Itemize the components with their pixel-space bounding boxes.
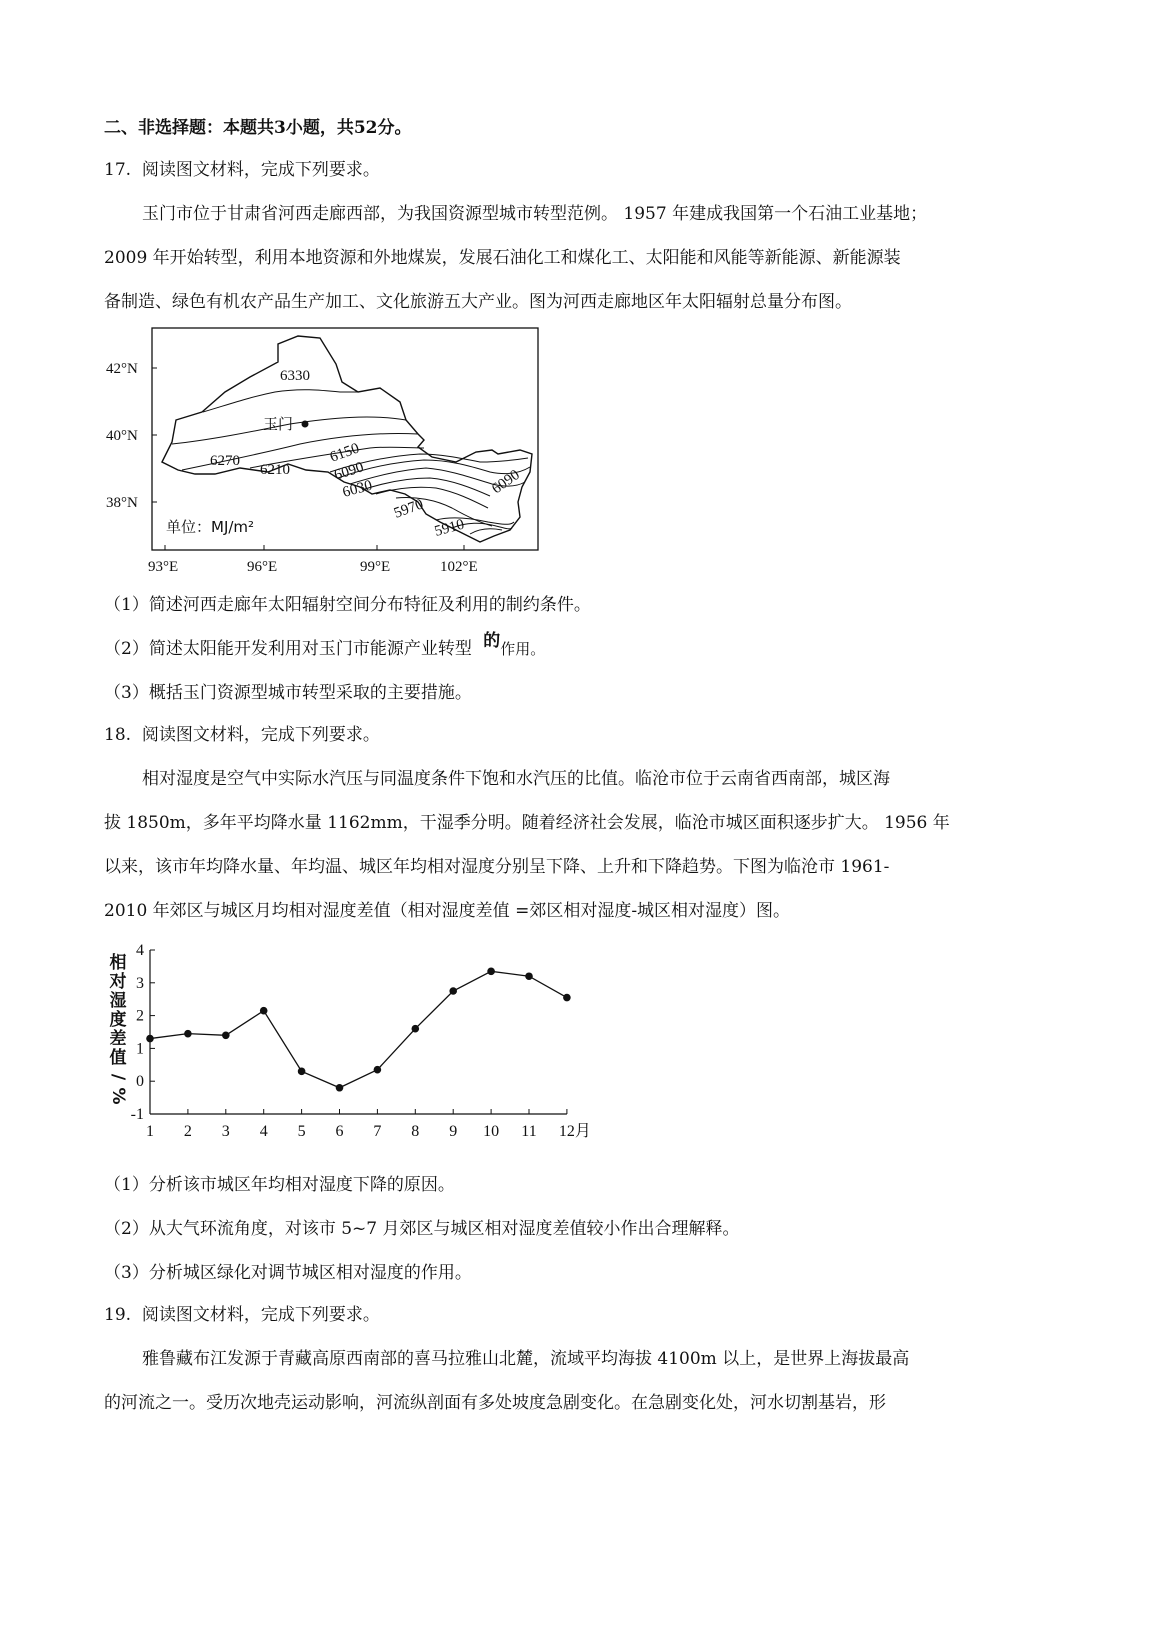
y-tick-label: 1	[136, 1040, 144, 1058]
x-tick-label: 5	[297, 1123, 306, 1140]
x-tick-label: 11	[521, 1123, 537, 1140]
q17-question-2	[104, 631, 546, 659]
data-point	[412, 1025, 420, 1033]
x-tick-label: 9	[449, 1123, 458, 1140]
lon-label-99: 99°E	[360, 559, 391, 575]
q19-para-line-2: 的河流之一。受历次地壳运动影响，河流纵剖面有多处坡度急剧变化。在急剧变化处，河水切割基岩，形	[104, 1393, 886, 1413]
data-point	[260, 1007, 268, 1015]
yumen-city-label: 玉门	[263, 415, 294, 433]
x-tick-label: 12月	[558, 1123, 591, 1140]
x-tick-label: 7	[373, 1123, 382, 1140]
x-tick-label: 6	[335, 1123, 344, 1140]
y-tick-label: 3	[136, 974, 144, 992]
data-point	[487, 968, 495, 976]
data-point	[146, 1035, 154, 1043]
q19-prompt: 阅读图文材料，完成下列要求。	[141, 1305, 380, 1325]
q18-para-line-2: 拔 1850m，多年平均降水量 1162mm，干湿季分明。随着经济社会发展，临沧市城区面积逐步扩大。 1956 年	[104, 813, 950, 833]
data-point	[336, 1084, 344, 1092]
lon-label-96: 96°E	[247, 559, 278, 575]
hexi-corridor-outline	[162, 336, 532, 542]
data-point	[449, 987, 457, 995]
q17-number: 17.	[104, 160, 132, 180]
chart-y-ticks	[131, 942, 155, 1123]
y-axis-label-char: 对	[109, 972, 127, 992]
y-axis-label-char: 湿	[109, 991, 127, 1011]
isoline-label-6330: 6330	[280, 368, 310, 384]
isoline-label-6210: 6210	[260, 462, 290, 478]
lat-label-42: 42°N	[106, 361, 138, 377]
q18-number: 18.	[104, 725, 132, 745]
series-line	[150, 971, 567, 1087]
q17-prompt: 阅读图文材料，完成下列要求。	[141, 160, 380, 180]
y-axis-label-char: /	[108, 1073, 128, 1081]
q17-question-2-de: 的	[483, 631, 501, 651]
map-unit-label: 单位：MJ/m²	[166, 518, 255, 536]
y-axis-label-char: 度	[109, 1010, 127, 1030]
x-tick-label: 4	[259, 1123, 268, 1140]
data-point	[298, 1068, 306, 1076]
q18-para-line-3: 以来，该市年均降水量、年均温、城区年均相对湿度分别呈下降、上升和下降趋势。下图为临沧市 1961-	[104, 857, 890, 877]
q18-question-3: （3）分析城区绿化对调节城区相对湿度的作用。	[104, 1263, 472, 1283]
y-axis-label-char: 值	[109, 1048, 127, 1068]
y-tick-label: -1	[130, 1106, 144, 1123]
y-tick-label: 2	[136, 1007, 144, 1025]
isoline-label-5910: 5910	[432, 516, 467, 540]
isoline-label-6270: 6270	[210, 453, 240, 469]
chart-axes	[150, 950, 567, 1114]
data-point	[525, 972, 533, 980]
chart-ylabel	[108, 952, 128, 1105]
y-axis-label-char: %	[108, 1087, 128, 1105]
q17-question-1: （1）简述河西走廊年太阳辐射空间分布特征及利用的制约条件。	[104, 595, 591, 615]
x-tick-label: 2	[183, 1123, 192, 1140]
lon-label-102: 102°E	[440, 559, 478, 575]
data-point	[222, 1031, 230, 1039]
section-title: 二、非选择题：本题共3小题，共52分。	[104, 118, 412, 138]
q18-para-line-4: 2010 年郊区与城区月均相对湿度差值（相对湿度差值 =郊区相对湿度-城区相对湿度）图。	[104, 901, 791, 921]
isoline-label-6150: 6150	[327, 440, 362, 466]
isoline-label-6090-east: 6090	[489, 466, 523, 498]
x-tick-label: 10	[483, 1123, 500, 1140]
q17-question-2-text: （2）简述太阳能开发利用对玉门市能源产业转型	[104, 639, 472, 659]
q18-heading	[104, 720, 380, 745]
q17-para-line-1: 玉门市位于甘肃省河西走廊西部，为我国资源型城市转型范例。 1957 年建成我国第一个石油工业基地；	[142, 204, 928, 224]
solar-radiation-map	[100, 322, 560, 582]
q17-para-line-2: 2009 年开始转型，利用本地资源和外地煤炭，发展石油化工和煤化工、太阳能和风能等新能源、新能源装	[104, 248, 901, 268]
q17-question-3: （3）概括玉门资源型城市转型采取的主要措施。	[104, 683, 472, 703]
chart-series	[146, 968, 571, 1092]
x-tick-label: 8	[411, 1123, 420, 1140]
y-axis-label-char: 相	[109, 953, 127, 973]
x-tick-label: 3	[221, 1123, 230, 1140]
q18-prompt: 阅读图文材料，完成下列要求。	[141, 725, 380, 745]
q18-question-1: （1）分析该市城区年均相对湿度下降的原因。	[104, 1175, 455, 1195]
data-point	[184, 1030, 192, 1038]
y-tick-label: 0	[136, 1073, 144, 1091]
x-tick-label: 1	[146, 1123, 154, 1140]
lat-label-40: 40°N	[106, 428, 138, 444]
data-point	[563, 994, 571, 1002]
lat-label-38: 38°N	[106, 495, 138, 511]
isoline-label-6090-west: 6090	[332, 459, 366, 484]
q19-para-line-1: 雅鲁藏布江发源于青藏高原西南部的喜马拉雅山北麓，流域平均海拔 4100m 以上，是世界上海拔最高	[142, 1349, 910, 1369]
q17-para-line-3: 备制造、绿色有机农产品生产加工、文化旅游五大产业。图为河西走廊地区年太阳辐射总量分布图。	[104, 292, 852, 312]
q18-question-2: （2）从大气环流角度，对该市 5~7 月郊区与城区相对湿度差值较小作出合理解释。	[104, 1219, 740, 1239]
q17-question-2-end: 作用。	[500, 640, 546, 658]
isoline-label-6030: 6030	[340, 477, 375, 501]
isoline-label-5970: 5970	[391, 496, 426, 522]
y-axis-label-char: 差	[109, 1029, 127, 1049]
q17-heading	[104, 155, 380, 180]
humidity-difference-chart	[100, 938, 620, 1148]
lon-label-93: 93°E	[148, 559, 179, 575]
yumen-city-dot	[302, 421, 309, 428]
q18-para-line-1: 相对湿度是空气中实际水汽压与同温度条件下饱和水汽压的比值。临沧市位于云南省西南部，城区海	[142, 769, 890, 789]
q19-heading	[104, 1300, 380, 1325]
y-tick-label: 4	[136, 942, 144, 959]
q19-number: 19.	[104, 1305, 132, 1325]
data-point	[374, 1066, 382, 1074]
